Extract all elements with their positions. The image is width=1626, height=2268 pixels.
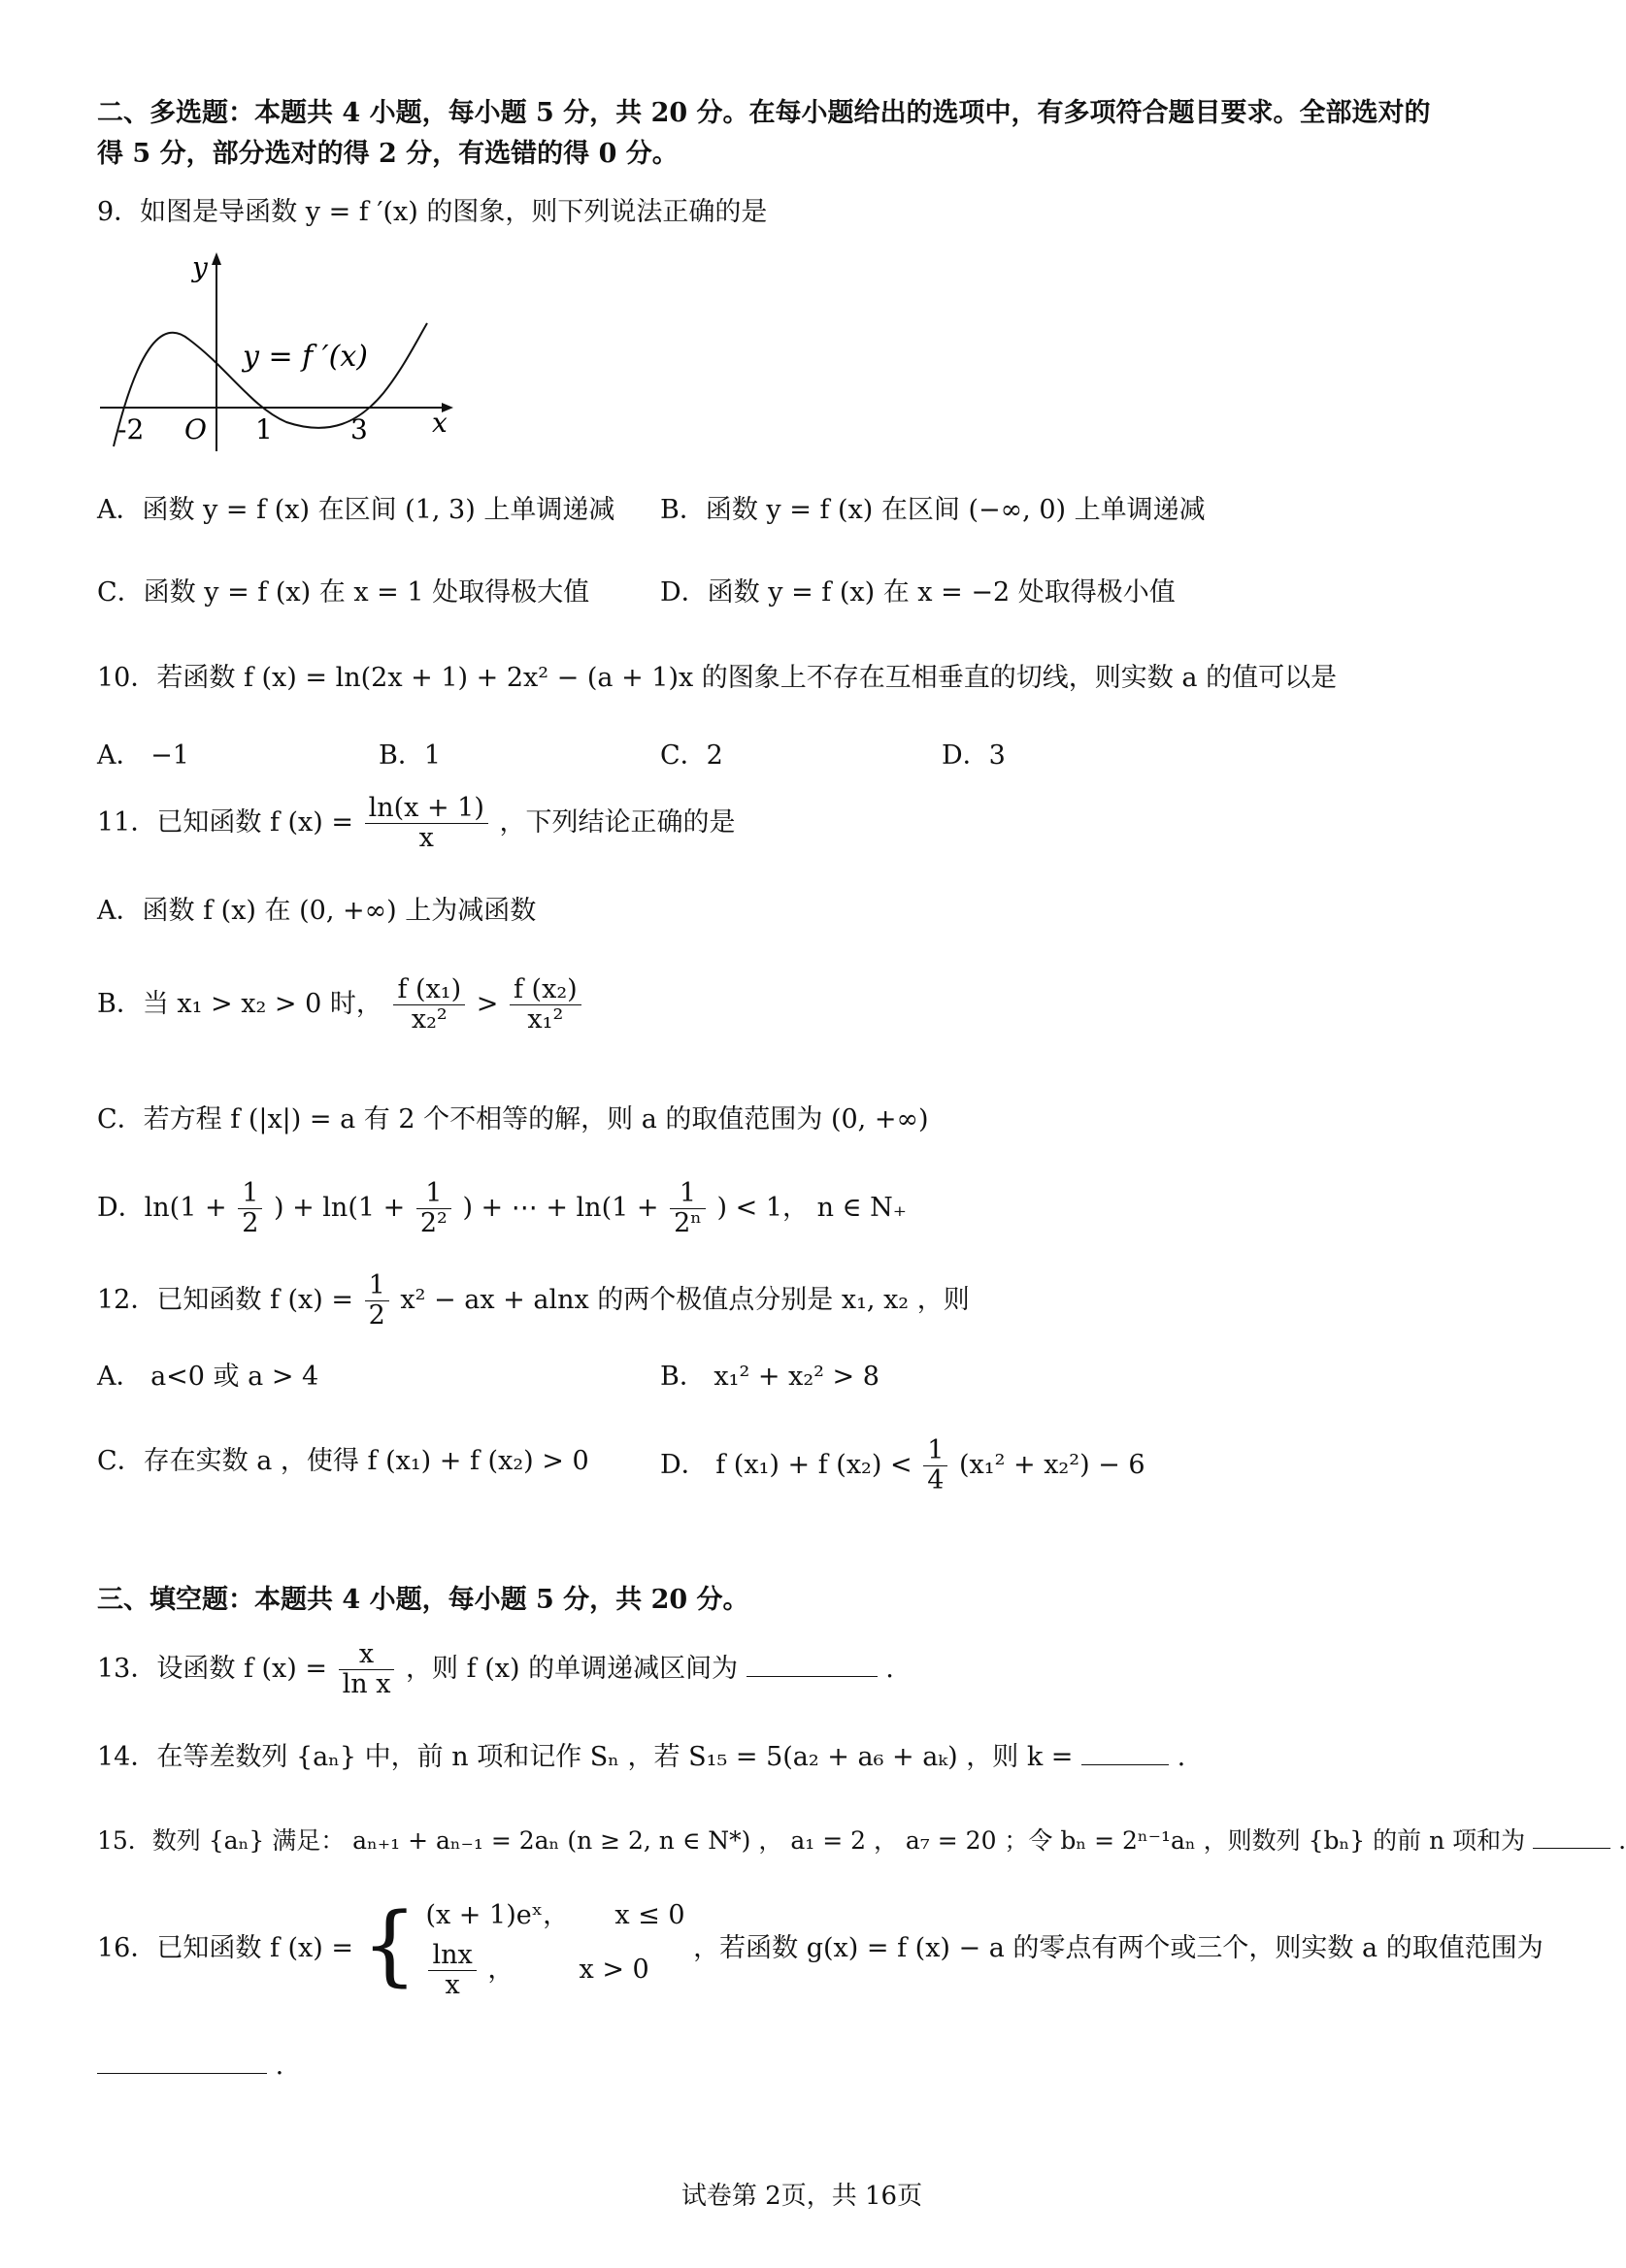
q16-end: . (275, 2051, 284, 2081)
section2-header-line2: 得 5 分，部分选对的得 2 分，有选错的得 0 分。 (97, 139, 679, 169)
q11-option-d (97, 1179, 907, 1238)
q12-d-frac (923, 1436, 947, 1496)
q9-option-a: A．函数 y = f (x) 在区间 (1, 3) 上单调递减 (97, 495, 615, 525)
q12-stem (97, 1271, 970, 1331)
q10-option-d: D．3 (942, 740, 1006, 771)
q11-frac-num: ln(x + 1) (365, 794, 488, 824)
q13-frac-den: ln x (342, 1669, 391, 1699)
q12-option-a: A． a<0 或 a > 4 (97, 1362, 319, 1392)
q13-stem (97, 1640, 894, 1699)
graph-origin: O (184, 413, 207, 445)
q11-d-frac1 (238, 1179, 262, 1238)
q16-piece-row2 (425, 1941, 684, 2000)
q11-fraction (365, 794, 488, 853)
q12-d-pre: D． f (x₁) + f (x₂) < (660, 1450, 913, 1480)
q16-piece2-frac (428, 1941, 476, 2000)
q11-d-f2-num: 1 (416, 1179, 451, 1209)
q16-piecewise (425, 1890, 684, 2000)
q9-option-c: C．函数 y = f (x) 在 x = 1 处取得极大值 (97, 577, 590, 608)
q12-frac-den: 2 (368, 1300, 385, 1331)
q15-answer-blank[interactable] (1533, 1823, 1610, 1849)
q12-stem-pre: 12．已知函数 f (x) = (97, 1285, 354, 1315)
q12-d-den: 4 (927, 1465, 945, 1496)
section2-header-line1: 二、多选题：本题共 4 小题，每小题 5 分，共 20 分。在每小题给出的选项中，有多项符合题目要求。全部选对的 (97, 98, 1431, 128)
q12-d-num: 1 (923, 1436, 947, 1466)
q12-option-c: C．存在实数 a ，使得 f (x₁) + f (x₂) > 0 (97, 1446, 589, 1476)
q11-d-pre: D．ln(1 + (97, 1193, 227, 1223)
q14-stem (97, 1739, 1185, 1776)
q11-d-f3-num: 1 (670, 1179, 706, 1209)
q13-stem-post: ，则 f (x) 的单调递减区间为 (406, 1654, 739, 1684)
q12-option-b: B． x₁² + x₂² > 8 (660, 1362, 879, 1392)
q11-d-f1-den: 2 (242, 1208, 259, 1238)
q16-answer-line (97, 2048, 283, 2085)
q15-stem (97, 1823, 1626, 1859)
q16-stem-pre: 16．已知函数 f (x) = (97, 1933, 354, 1963)
graph-tick-1: 1 (255, 413, 273, 445)
q12-d-post: (x₁² + x₂²) − 6 (959, 1450, 1145, 1480)
q10-option-b: B．1 (379, 740, 442, 771)
q13-end: . (885, 1654, 894, 1684)
q13-frac-num: x (339, 1640, 395, 1670)
q11-b-num2: f (x₂) (510, 975, 581, 1005)
q16-stem (97, 1890, 1543, 2000)
q11-option-c: C．若方程 f (|x|) = a 有 2 个不相等的解，则 a 的取值范围为 (0, +∞) (97, 1104, 929, 1134)
q11-d-post: ) < 1， n ∈ N₊ (716, 1193, 908, 1223)
q11-stem-pre: 11．已知函数 f (x) = (97, 807, 354, 838)
q13-answer-blank[interactable] (747, 1651, 878, 1677)
q11-stem (97, 794, 736, 853)
page-footer: 试卷第 2页，共 16页 (680, 2182, 923, 2211)
q12-option-d (660, 1436, 1145, 1496)
q11-d-f3-den: 2ⁿ (674, 1208, 702, 1238)
q11-b-num1: f (x₁) (393, 975, 465, 1005)
q12-fraction (365, 1271, 389, 1331)
graph-tick-3: 3 (350, 413, 368, 445)
q11-d-f1-num: 1 (238, 1179, 262, 1209)
q13-fraction (339, 1640, 395, 1699)
q14-end: . (1177, 1742, 1186, 1772)
q11-b-mid: > (476, 989, 499, 1019)
q11-d-mid2: ) + ⋯ + ln(1 + (462, 1193, 659, 1223)
q16-piece1: (x + 1)eˣ， (425, 1900, 570, 1930)
q10-option-a: A． −1 (97, 740, 189, 771)
q11-b-frac1 (393, 975, 465, 1035)
q16-piece-row1 (425, 1890, 684, 1941)
graph-curve-label: y = f ′(x) (243, 340, 368, 374)
q11-d-frac3 (670, 1179, 706, 1238)
q11-option-b (97, 975, 584, 1035)
q14-answer-blank[interactable] (1081, 1739, 1169, 1765)
q11-frac-den: x (418, 823, 434, 853)
q14-stem-text: 14．在等差数列 {aₙ} 中，前 n 项和记作 Sₙ ，若 S₁₅ = 5(a₂ + a₆ + aₖ) ，则 k = (97, 1742, 1074, 1772)
q12-frac-num: 1 (365, 1271, 389, 1301)
q13-stem-pre: 13．设函数 f (x) = (97, 1654, 328, 1684)
q10-stem: 10．若函数 f (x) = ln(2x + 1) + 2x² − (a + 1)x 的图象上不存在互相垂直的切线，则实数 a 的值可以是 (97, 663, 1338, 693)
q11-d-frac2 (416, 1179, 451, 1238)
q11-option-a: A．函数 f (x) 在 (0, +∞) 上为减函数 (97, 896, 537, 926)
q11-b-frac2 (510, 975, 581, 1035)
q16-answer-blank[interactable] (97, 2048, 267, 2074)
q16-brace: { (361, 1893, 417, 1996)
q9-option-b: B．函数 y = f (x) 在区间 (−∞, 0) 上单调递减 (660, 495, 1206, 525)
q11-b-den2: x₁² (527, 1004, 564, 1035)
q11-d-mid1: ) + ln(1 + (273, 1193, 406, 1223)
q9-derivative-graph (92, 247, 461, 456)
q15-stem-text: 15．数列 {aₙ} 满足： aₙ₊₁ + aₙ₋₁ = 2aₙ (n ≥ 2, n ∈ N*) ， a₁ = 2 ， a₇ = 20 ；令 bₙ = 2ⁿ⁻¹aₙ ，则数列 {bₙ} 的前 n 项和为 (97, 1826, 1526, 1855)
q16-cond1: x ≤ 0 (614, 1900, 685, 1930)
q9-stem: 9．如图是导函数 y = f ′(x) 的图象，则下列说法正确的是 (97, 197, 768, 227)
q16-piece2-comma: ， (487, 1955, 514, 1985)
q11-b-den1: x₂² (411, 1004, 448, 1035)
q11-d-f2-den: 2² (419, 1208, 448, 1238)
graph-tick-neg2: -2 (117, 413, 145, 445)
q10-option-c: C．2 (660, 740, 723, 771)
q9-option-d: D．函数 y = f (x) 在 x = −2 处取得极小值 (660, 577, 1176, 608)
q16-cond2: x > 0 (579, 1955, 649, 1985)
section3-header: 三、填空题：本题共 4 小题，每小题 5 分，共 20 分。 (97, 1585, 749, 1615)
q16-piece2-den: x (445, 1970, 460, 2000)
q16-piece2-num: lnx (428, 1941, 476, 1971)
graph-axis-x: x (432, 407, 448, 439)
q15-end: . (1618, 1826, 1626, 1855)
graph-axis-y: y (192, 251, 208, 283)
q16-stem-post: ，若函数 g(x) = f (x) − a 的零点有两个或三个，则实数 a 的取值范围为 (693, 1933, 1543, 1963)
q11-stem-post: ，下列结论正确的是 (499, 807, 736, 838)
q12-stem-post: x² − ax + alnx 的两个极值点分别是 x₁, x₂ ，则 (400, 1285, 970, 1315)
q11-b-pre: B．当 x₁ > x₂ > 0 时， (97, 989, 382, 1019)
